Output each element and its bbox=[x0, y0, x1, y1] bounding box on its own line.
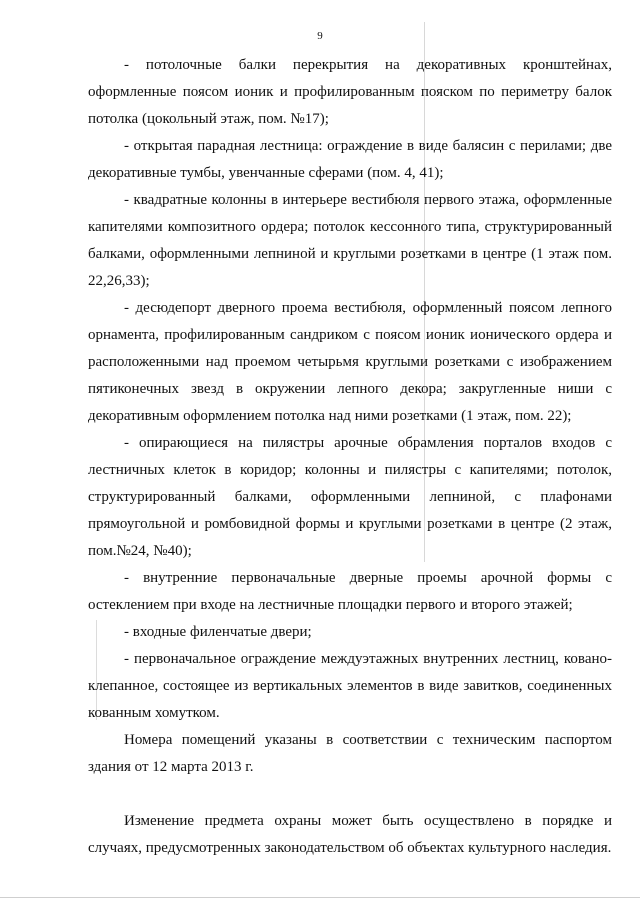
list-item-staircase: - открытая парадная лестница: ограждение в виде балясин с перилами; две декоративные тумбы, увенчанные сферами (пом. 4, 41); bbox=[88, 138, 612, 181]
note-protection-change: Изменение предмета охраны может быть осуществлено в порядке и случаях, предусмотренных законодательством об объектах культурного наследия. bbox=[88, 813, 612, 856]
list-item-portals: - опирающиеся на пилястры арочные обрамления порталов входов с лестничных клеток в коридор; колонны и пилястры с капителями; потолок, структурированный балками, оформленными лепниной, с плафонами прямоугольной и ромбовидной формы и круглыми розетками в центре (2 этаж, пом.№24, №40); bbox=[88, 435, 612, 559]
list-item-doorways: - внутренние первоначальные дверные проемы арочной формы с остеклением при входе на лестничные площадки первого и второго этажей; bbox=[88, 570, 612, 613]
note-room-numbers: Номера помещений указаны в соответствии с техническим паспортом здания от 12 марта 2013 г. bbox=[88, 732, 612, 775]
list-item-entrance-doors: - входные филенчатые двери; bbox=[124, 624, 312, 640]
list-item-sopraporta: - десюдепорт дверного проема вестибюля, оформленный поясом лепного орнамента, профилированным сандриком с поясом ионик ионического ордера и расположенными над проемом четырьмя круглыми розетками с изображением пятиконечных звезд в окружении лепного декора; закругленные ниши с декоративным оформлением потолка над ними розетками (1 этаж, пом. 22); bbox=[88, 300, 612, 424]
page-bottom-edge bbox=[0, 897, 640, 898]
document-body bbox=[88, 52, 612, 862]
page-number: 9 bbox=[317, 30, 323, 42]
list-item-ceiling-beams: - потолочные балки перекрытия на декоративных кронштейнах, оформленные поясом ионик и профилированным пояском по периметру балок потолка (цокольный этаж, пом. №17); bbox=[88, 57, 612, 127]
list-item-railing: - первоначальное ограждение междуэтажных внутренних лестниц, ковано-клепанное, состоящее из вертикальных элементов в виде завитков, соединенных кованным хомутком. bbox=[88, 651, 612, 721]
list-item-columns: - квадратные колонны в интерьере вестибюля первого этажа, оформленные капителями композитного ордера; потолок кессонного типа, структурированный балками, оформленными лепниной и круглыми розетками в центре (1 этаж пом. 22,26,33); bbox=[88, 192, 612, 289]
